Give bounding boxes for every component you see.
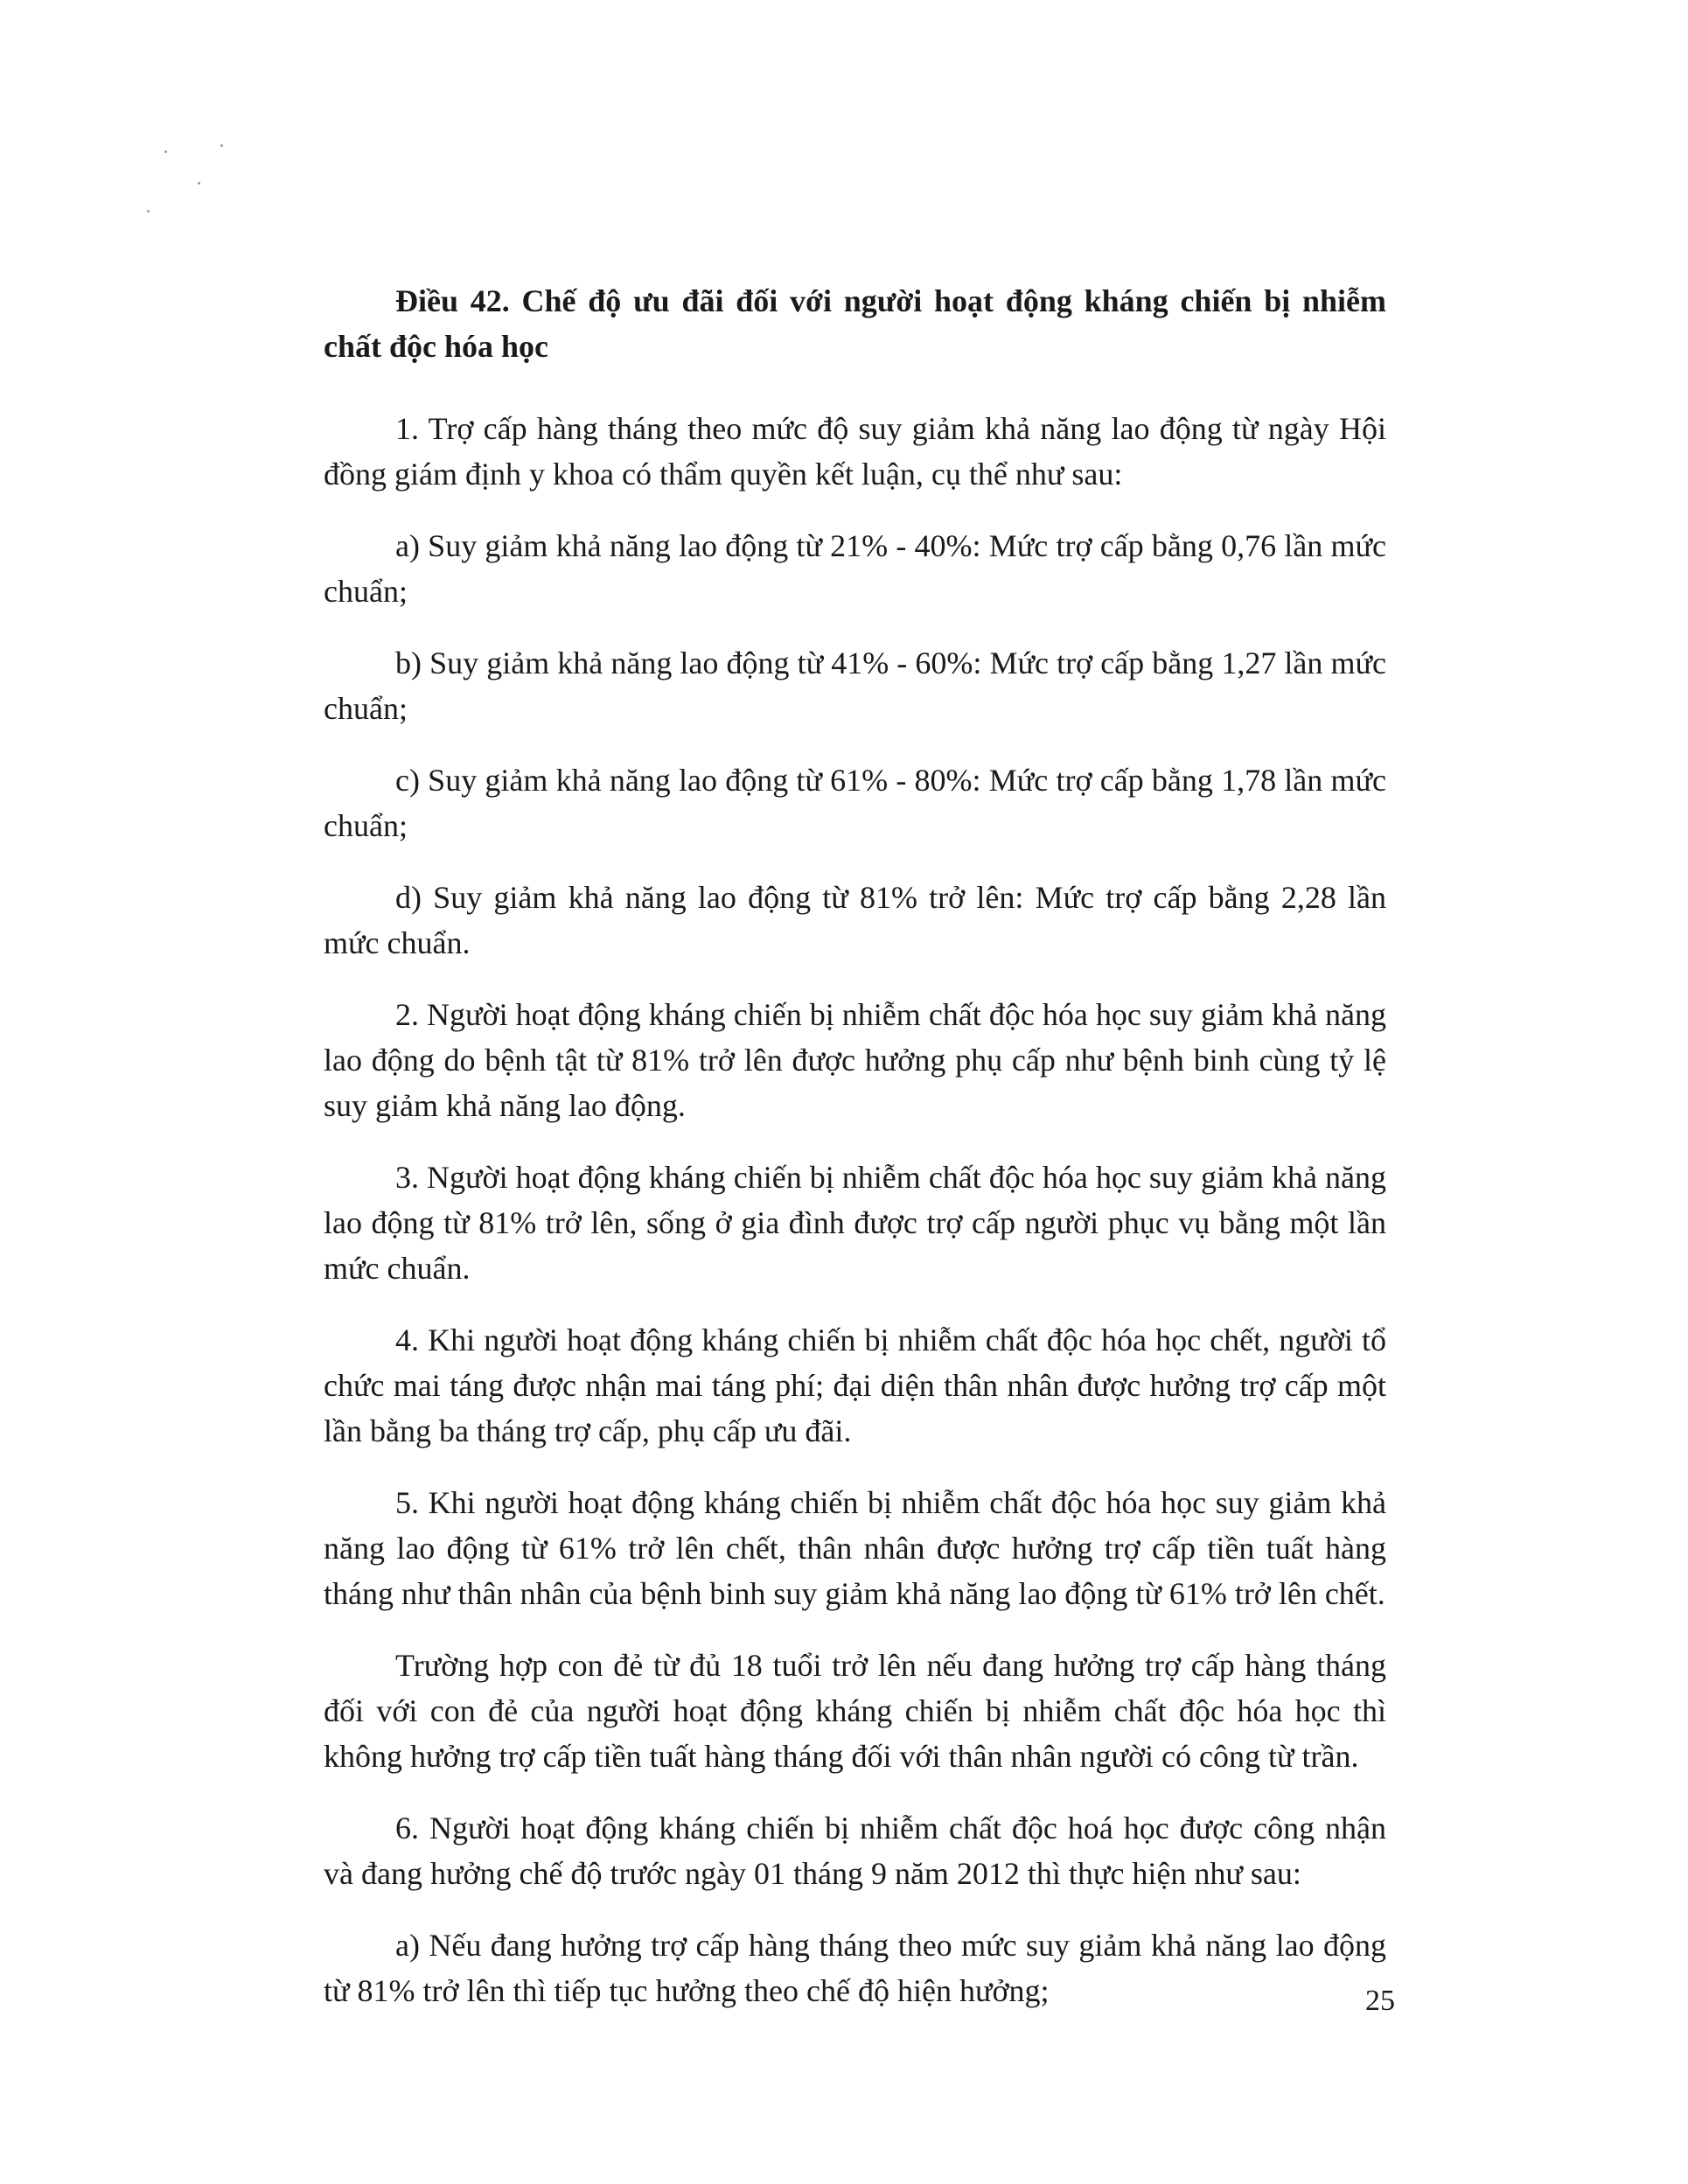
clause-5-note: Trường hợp con đẻ từ đủ 18 tuổi trở lên nếu đang hưởng trợ cấp hàng tháng đối với con đẻ của người hoạt động kháng chiến bị nhiễm chất độc hóa học thì không hưởng trợ cấp tiền tuất hàng tháng đối với thân nhân người có công từ trần. <box>324 1648 1386 1774</box>
clause-1d: d) Suy giảm khả năng lao động từ 81% trở lên: Mức trợ cấp bằng 2,28 lần mức chuẩn. <box>324 880 1386 960</box>
clause-1c: c) Suy giảm khả năng lao động từ 61% - 80%: Mức trợ cấp bằng 1,78 lần mức chuẩn; <box>324 763 1386 843</box>
clause-3: 3. Người hoạt động kháng chiến bị nhiễm chất độc hóa học suy giảm khả năng lao động từ 81% trở lên, sống ở gia đình được trợ cấp người phục vụ bằng một lần mức chuẩn. <box>324 1160 1386 1286</box>
scan-speck <box>220 144 223 147</box>
clause-4: 4. Khi người hoạt động kháng chiến bị nhiễm chất độc hóa học chết, người tổ chức mai táng được nhận mai táng phí; đại diện thân nhân được hưởng trợ cấp một lần bằng ba tháng trợ cấp, phụ cấp ưu đãi. <box>324 1322 1386 1448</box>
clause-2: 2. Người hoạt động kháng chiến bị nhiễm chất độc hóa học suy giảm khả năng lao động do bệnh tật từ 81% trở lên được hưởng phụ cấp như bệnh binh cùng tỷ lệ suy giảm khả năng lao động. <box>324 997 1386 1123</box>
clause-6: 6. Người hoạt động kháng chiến bị nhiễm chất độc hoá học được công nhận và đang hưởng chế độ trước ngày 01 tháng 9 năm 2012 thì thực hiện như sau: <box>324 1811 1386 1891</box>
scan-speck <box>198 182 200 185</box>
clause-5: 5. Khi người hoạt động kháng chiến bị nhiễm chất độc hóa học suy giảm khả năng lao động từ 61% trở lên chết, thân nhân được hưởng trợ cấp tiền tuất hàng tháng như thân nhân của bệnh binh suy giảm khả năng lao động từ 61% trở lên chết. <box>324 1485 1386 1611</box>
clause-1b: b) Suy giảm khả năng lao động từ 41% - 60%: Mức trợ cấp bằng 1,27 lần mức chuẩn; <box>324 645 1386 726</box>
scan-speck <box>164 150 167 153</box>
clause-1a: a) Suy giảm khả năng lao động từ 21% - 40%: Mức trợ cấp bằng 0,76 lần mức chuẩn; <box>324 528 1386 609</box>
article-title: Điều 42. Chế độ ưu đãi đối với người hoạt động kháng chiến bị nhiễm chất độc hóa học <box>324 283 1386 364</box>
article-body <box>324 278 1386 2040</box>
scan-speck <box>147 210 150 213</box>
clause-1: 1. Trợ cấp hàng tháng theo mức độ suy giảm khả năng lao động từ ngày Hội đồng giám định y khoa có thẩm quyền kết luận, cụ thể như sau: <box>324 411 1386 492</box>
clause-6a: a) Nếu đang hưởng trợ cấp hàng tháng theo mức suy giảm khả năng lao động từ 81% trở lên thì tiếp tục hưởng theo chế độ hiện hưởng; <box>324 1928 1386 2008</box>
page-number: 25 <box>1365 1985 1395 2017</box>
